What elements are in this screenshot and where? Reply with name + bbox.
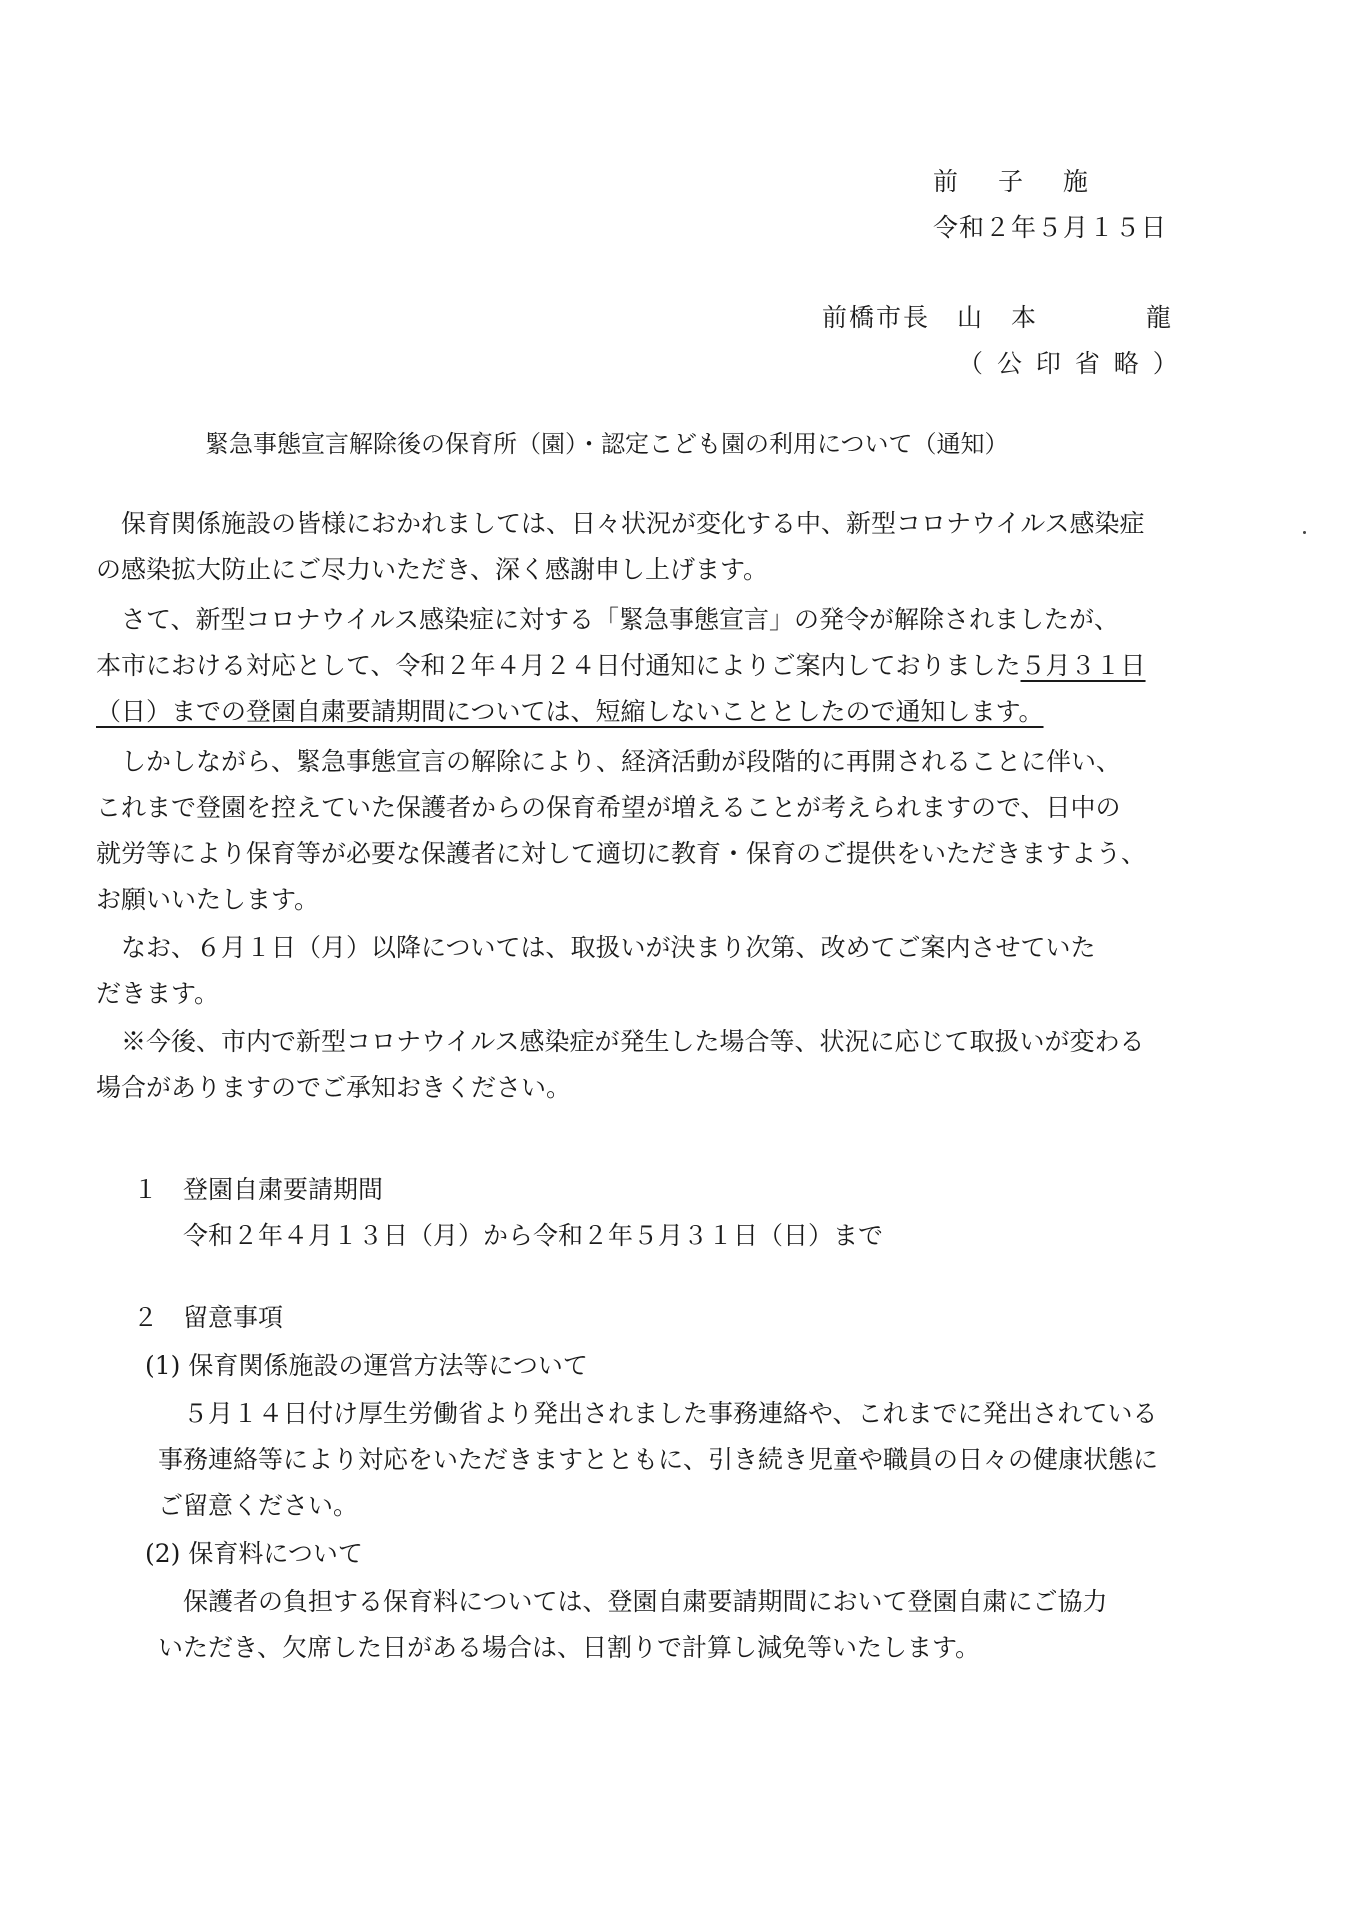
document-title: 緊急事態宣言解除後の保育所（園）・認定こども園の利用について（通知）	[205, 430, 1009, 458]
body-line: 保育関係施設の皆様におかれましては、日々状況が変化する中、新型コロナウイルス感染症	[96, 509, 1145, 538]
body-line: 場合がありますのでご承知おきください。	[96, 1073, 572, 1102]
section-heading: １ 登園自粛要請期間	[133, 1175, 384, 1204]
section-text: いただき、欠席した日がある場合は、日割りで計算し減免等いたします。	[158, 1633, 981, 1662]
body-line: の感染拡大防止にご尽力いただき、深く感謝申し上げます。	[96, 555, 769, 584]
underlined-notice-line: （日）までの登園自粛要請期間については、短縮しないこととしたので通知します。	[96, 697, 1044, 726]
body-line: だきます。	[96, 979, 220, 1008]
document-number: 前 子 施	[933, 167, 1104, 196]
body-text: 本市における対応として、令和２年４月２４日付通知によりご案内しておりました	[96, 651, 1021, 680]
body-line: お願いいたします。	[96, 885, 320, 914]
section-text: 保護者の負担する保育料については、登園自粛要請期間において登園自粛にご協力	[183, 1587, 1108, 1616]
body-line: なお、６月１日（月）以降については、取扱いが決まり次第、改めてご案内させていた	[96, 933, 1096, 962]
scan-speck	[1303, 531, 1306, 534]
body-line: ※今後、市内で新型コロナウイルス感染症が発生した場合等、状況に応じて取扱いが変わる	[96, 1027, 1145, 1056]
body-line: これまで登園を控えていた保護者からの保育希望が増えることが考えられますので、日中の	[96, 793, 1121, 822]
underlined-deadline: ５月３１日	[1020, 651, 1146, 680]
issue-date: 令和２年５月１５日	[933, 213, 1168, 242]
section-text: ５月１４日付け厚生労働省より発出されました事務連絡や、これまでに発出されている	[183, 1399, 1158, 1428]
seal-omitted-note: （ 公 印 省 略 ）	[958, 349, 1181, 378]
body-line: さて、新型コロナウイルス感染症に対する「緊急事態宣言」の発令が解除されましたが、	[96, 605, 1120, 634]
sender-name: 前橋市長 山 本 龍	[822, 303, 1174, 332]
subsection-heading: (2) 保育料について	[145, 1539, 363, 1568]
body-line: しかしながら、緊急事態宣言の解除により、経済活動が段階的に再開されることに伴い、	[96, 747, 1122, 776]
body-line: 就労等により保育等が必要な保護者に対して適切に教育・保育のご提供をいただきますよう、	[96, 839, 1147, 868]
section-text: ご留意ください。	[158, 1491, 359, 1520]
subsection-heading: (1) 保育関係施設の運営方法等について	[145, 1351, 588, 1380]
section-heading: ２ 留意事項	[133, 1303, 284, 1332]
section-text: 令和２年４月１３日（月）から令和２年５月３１日（日）まで	[183, 1221, 884, 1250]
section-text: 事務連絡等により対応をいただきますとともに、引き続き児童や職員の日々の健康状態に	[158, 1445, 1159, 1474]
body-line	[96, 653, 1146, 678]
